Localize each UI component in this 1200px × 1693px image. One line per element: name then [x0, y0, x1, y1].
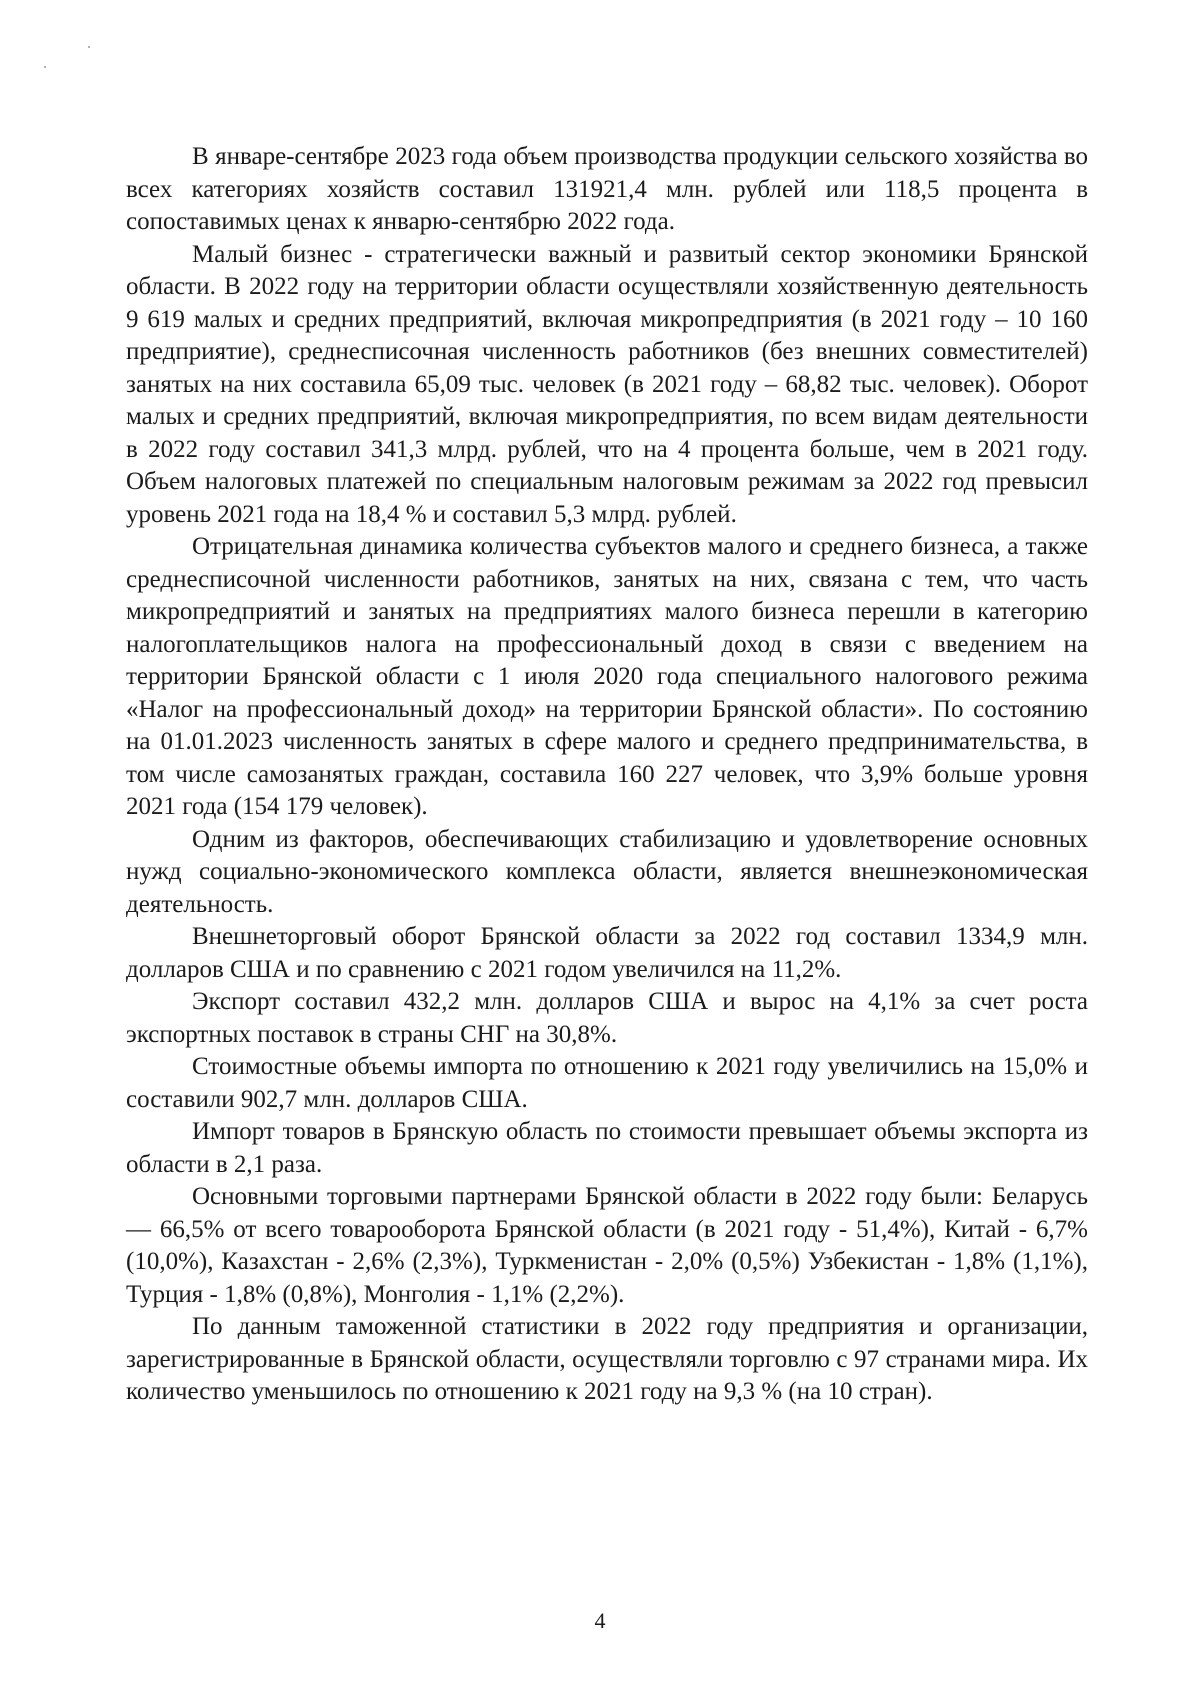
paragraph-trade-partners: Основными торговыми партнерами Брянской области в 2022 году были: Беларусь — 66,5% от всего товарооборота Брянской области (в 2021 году - 51,4%), Китай - 6,7% (10,0%), Казахстан - 2,6% (2,3%), Туркменистан - 2,0% (0,5%) Узбекистан - 1,8% (1,1%), Турция - 1,8% (0,8%), Монголия - 1,1% (2,2%).	[126, 1183, 1088, 1308]
scan-speck	[44, 66, 46, 68]
paragraph-negative-dynamics: Отрицательная динамика количества субъектов малого и среднего бизнеса, а также среднесписочной численности работников, занятых на них, связана с тем, что часть микропредприятий и занятых на предприятиях малого бизнеса перешли в категорию налогоплательщиков налога на профессиональный доход в связи с введением на территории Брянской области с 1 июля 2020 года специального налогового режима «Налог на профессиональный доход» на территории Брянской области». По состоянию на 01.01.2023 численность занятых в сфере малого и среднего предпринимательства, в том числе самозанятых граждан, составила 160 227 человек, что 3,9% больше уровня 2021 года (154 179 человек).	[126, 533, 1088, 820]
paragraph-customs-statistics: По данным таможенной статистики в 2022 году предприятия и организации, зарегистрированные в Брянской области, осуществляли торговлю с 97 странами мира. Их количество уменьшилось по отношению к 2021 году на 9,3 % (на 10 стран).	[126, 1313, 1088, 1405]
scan-speck	[88, 46, 90, 48]
paragraph-small-business: Малый бизнес - стратегически важный и развитый сектор экономики Брянской области. В 2022 году на территории области осуществляли хозяйственную деятельность 9 619 малых и средних предприятий, включая микропредприятия (в 2021 году – 10 160 предприятие), среднесписочная численность работников (без внешних совместителей) занятых на них составила 65,09 тыс. человек (в 2021 году – 68,82 тыс. человек). Оборот малых и средних предприятий, включая микропредприятия, по всем видам деятельности в 2022 году составил 341,3 млрд. рублей, что на 4 процента больше, чем в 2021 году. Объем налоговых платежей по специальным налоговым режимам за 2022 год превысил уровень 2021 года на 18,4 % и составил 5,3 млрд. рублей.	[126, 240, 1088, 528]
document-body	[126, 141, 1088, 1409]
paragraph-import: Стоимостные объемы импорта по отношению к 2021 году увеличились на 15,0% и составили 902,7 млн. долларов США.	[126, 1053, 1088, 1113]
page-number: 4	[594, 1608, 606, 1633]
paragraph-export: Экспорт составил 432,2 млн. долларов США и вырос на 4,1% за счет роста экспортных поставок в страны СНГ на 30,8%.	[126, 988, 1088, 1048]
paragraph-foreign-activity: Одним из факторов, обеспечивающих стабилизацию и удовлетворение основных нужд социально-экономического комплекса области, является внешнеэкономическая деятельность.	[126, 825, 1088, 918]
paragraph-trade-turnover: Внешнеторговый оборот Брянской области за 2022 год составил 1334,9 млн. долларов США и по сравнению с 2021 годом увеличился на 11,2%.	[126, 923, 1088, 983]
paragraph-import-vs-export: Импорт товаров в Брянскую область по стоимости превышает объемы экспорта из области в 2,1 раза.	[126, 1118, 1088, 1178]
paragraph-agriculture: В январе-сентябре 2023 года объем производства продукции сельского хозяйства во всех категориях хозяйств составил 131921,4 млн. рублей или 118,5 процента в сопоставимых ценах к январю-сентябрю 2022 года.	[126, 143, 1088, 235]
